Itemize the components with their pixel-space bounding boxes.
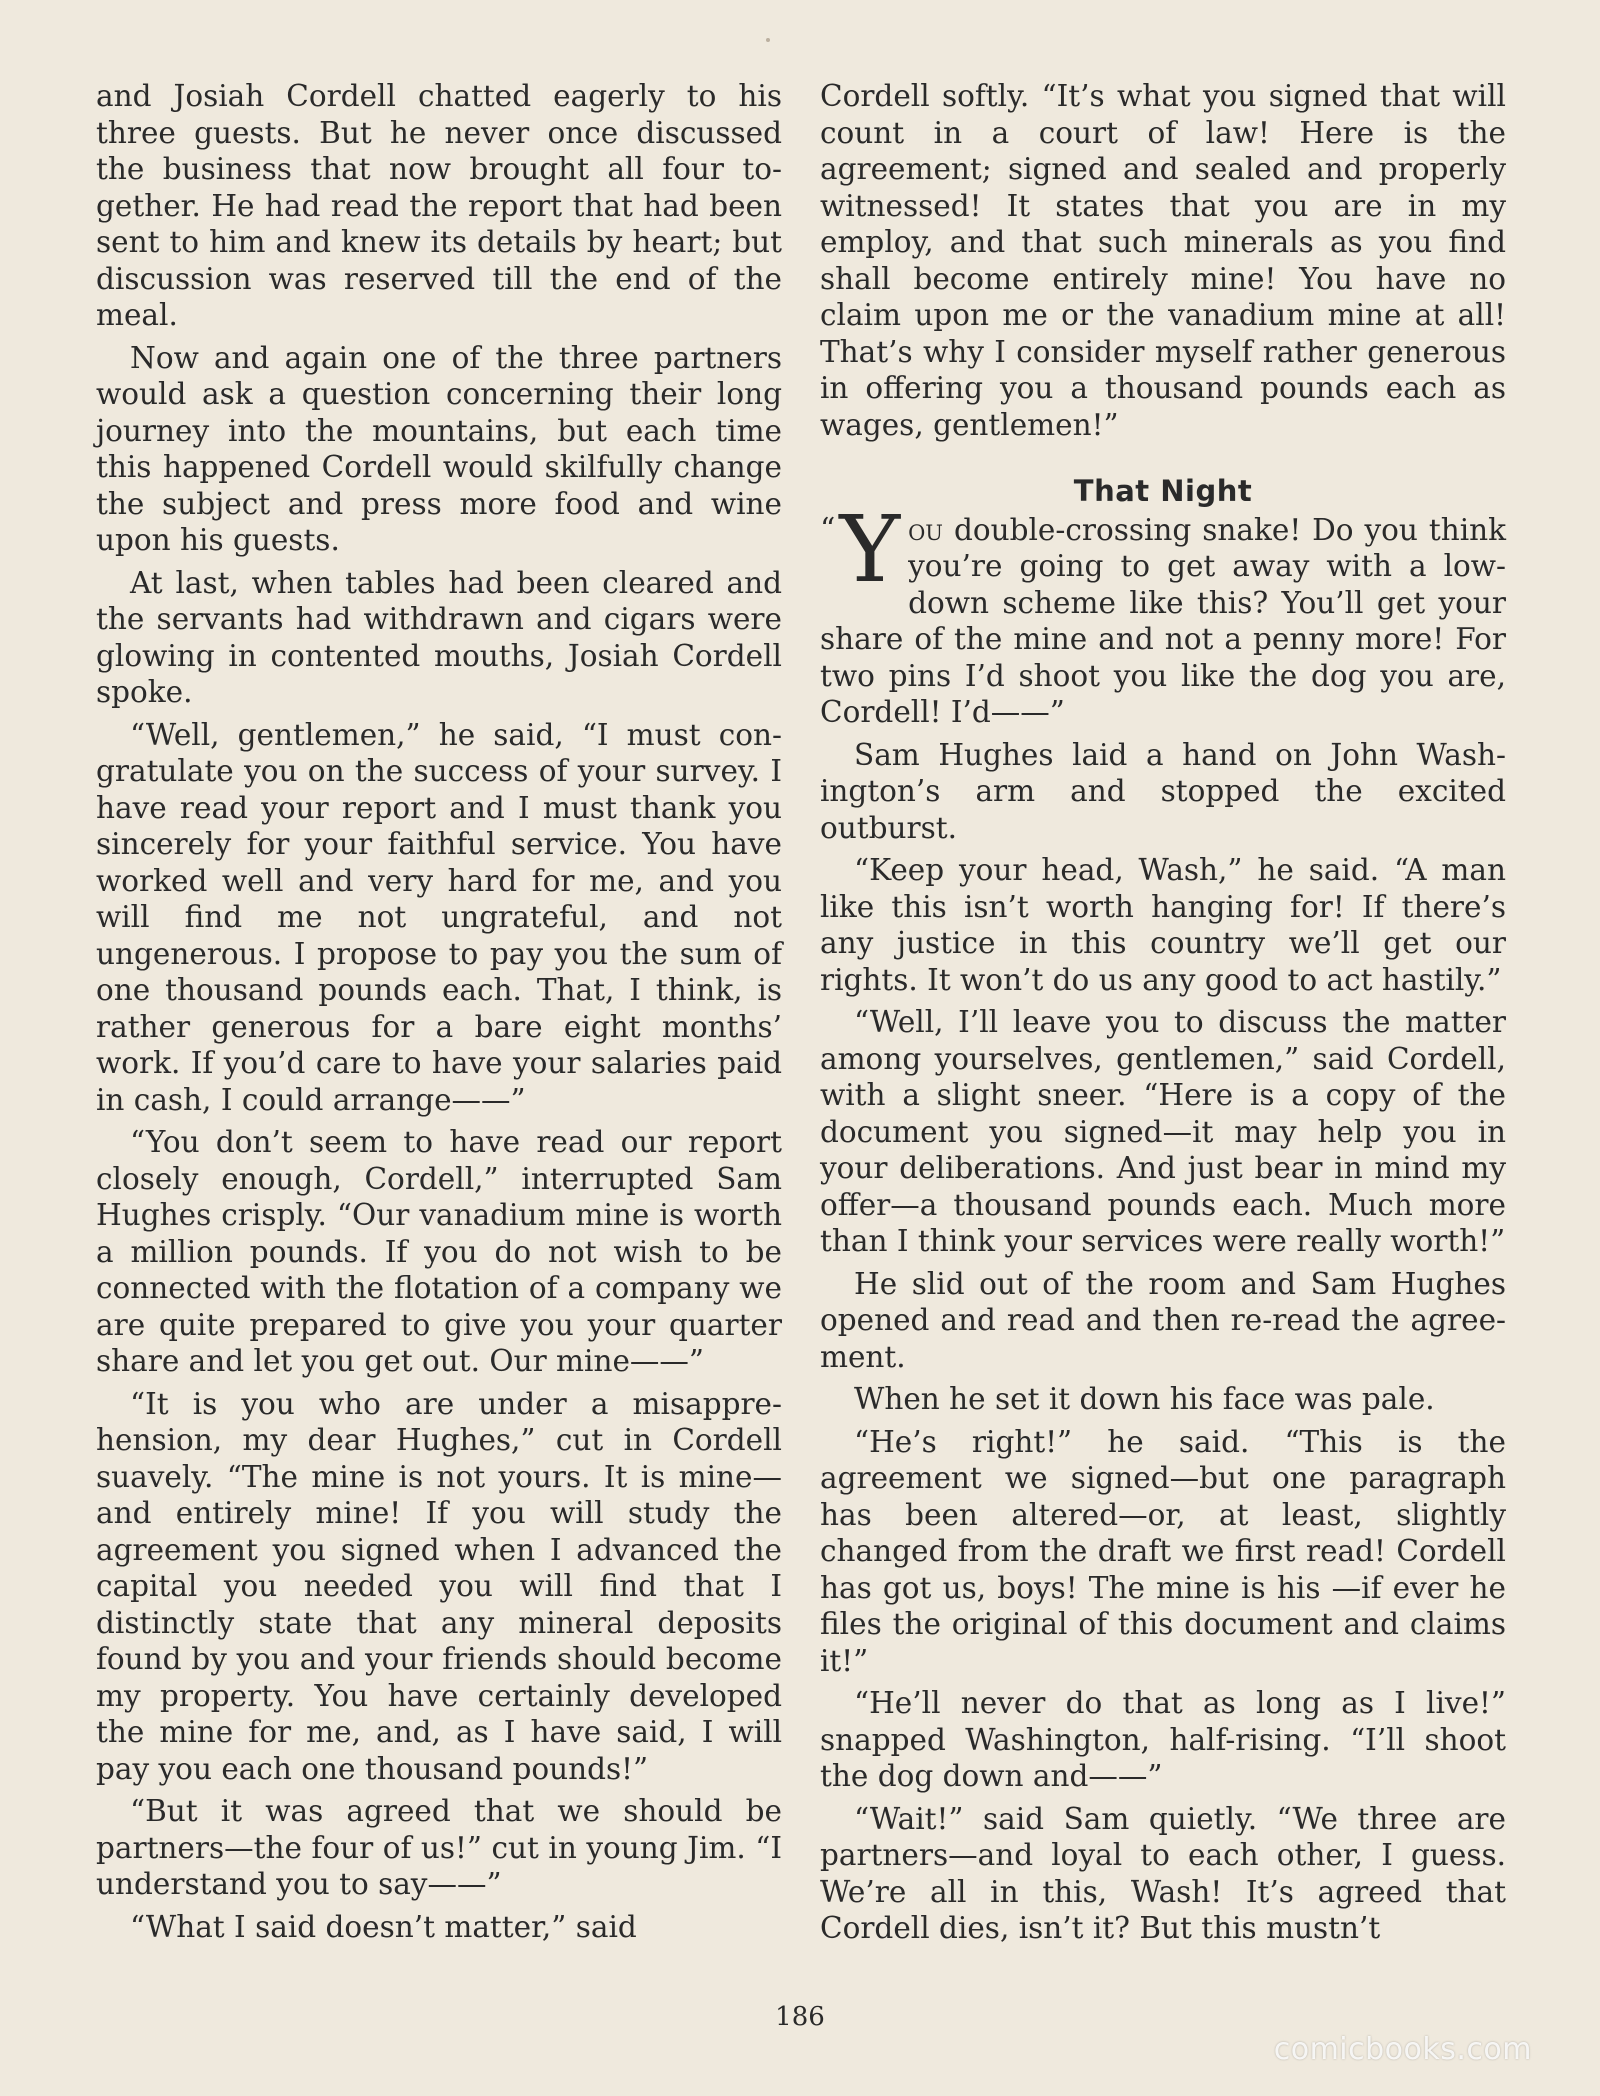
paragraph: “Well, gentlemen,” he said, “I must congratulate you on the success of your survey. I have read your report and I must thank you sincerely for your faithful service. You have worked well and very hard for me, and you will find me not ungrateful, and not ungenerous. I propose to pay you the sum of one thousand pounds each. That, I think, is rather generous for a bare eight months’ work. If you’d care to have your salaries paid in cash, I could arrange——”: [96, 717, 782, 1117]
paragraph: He slid out of the room and Sam Hughes opened and read and then re-read the agreement.: [820, 1266, 1506, 1374]
section-subheading: That Night: [1073, 474, 1253, 508]
paragraph: “But it was agreed that we should be partners—the four of us!” cut in young Jim. “I understand you to say——”: [96, 1794, 782, 1901]
left-text-column: [96, 78, 782, 1951]
watermark: comicbooks.com: [1273, 2032, 1532, 2067]
paragraph: “What I said doesn’t matter,” said: [130, 1909, 637, 1944]
right-text-column: [820, 78, 1506, 1953]
dropcap-smallcaps: ou: [908, 512, 943, 547]
paper-speck: [766, 38, 770, 42]
paragraph: “He’s right!” he said. “This is the agreement we signed—but one paragraph has been altered—or, at least, slightly changed from the draft we first read! Cordell has got us, boys! The mine is his —if ever he files the original of this document and claims it!”: [820, 1424, 1506, 1678]
paragraph: “It is you who are under a misapprehension, my dear Hughes,” cut in Cordell suavely. “The mine is not yours. It is mine—and entirely mine! If you will study the agreement you signed when I advanced the capital you needed you will find that I distinctly state that any mineral deposits found by you and your friends should become my property. You have certainly developed the mine for me, and, as I have said, I will pay you each one thousand pounds!”: [96, 1386, 782, 1786]
dropcap-paragraph: [820, 495, 1506, 731]
paragraph: Cordell softly. “It’s what you signed that will count in a court of law! Here is the agreement; signed and sealed and properly witnessed! It states that you are in my employ, and that such minerals as you find shall become entirely mine! You have no claim upon me or the vanadium mine at all! That’s why I consider myself rather generous in offering you a thousand pounds each as wages, gentlemen!”: [820, 79, 1506, 442]
paragraph: Now and again one of the three partners would ask a question concerning their long journey into the mountains, but each time this happened Cordell would skilfully change the subject and press more food and wine upon his guests.: [96, 340, 782, 557]
paragraph: When he set it down his face was pale.: [854, 1382, 1435, 1416]
paragraph: “Well, I’ll leave you to discuss the matter among yourselves, gentlemen,” said Cordell, with a slight sneer. “Here is a copy of the document you signed—it may help you in your deliberations. And just bear in mind my offer—a thousand pounds each. Much more than I think your services were really worth!”: [820, 1005, 1506, 1258]
paragraph: “He’ll never do that as long as I live!” snapped Washington, half-rising. “I’ll shoot the dog down and——”: [820, 1686, 1506, 1793]
paragraph: Sam Hughes laid a hand on John Washington’s arm and stopped the excited outburst.: [820, 737, 1506, 845]
dropcap-open-quote: “: [820, 511, 836, 547]
dropcap-paragraph-text: double-crossing snake! Do you think you’re going to get away with a low-down scheme like this? You’ll get your share of the mine and not a penny more! For two pins I’d shoot you like the dog you are, Cordell! I’d——”: [820, 512, 1506, 729]
paragraph: and Josiah Cordell chatted eagerly to his three guests. But he never once discussed the business that now brought all four together. He had read the report that had been sent to him and knew its details by heart; but discussion was reserved till the end of the meal.: [96, 79, 782, 332]
paragraph: “Keep your head, Wash,” he said. “A man like this isn’t worth hanging for! If there’s any justice in this country we’ll get our rights. It won’t do us any good to act hastily.”: [820, 853, 1506, 997]
paragraph: At last, when tables had been cleared and the servants had withdrawn and cigars were glowing in contented mouths, Josiah Cordell spoke.: [96, 565, 782, 709]
paragraph: “Wait!” said Sam quietly. “We three are partners—and loyal to each other, I guess. We’re all in this, Wash! It’s agreed that Cordell dies, isn’t it? But this mustn’t: [820, 1801, 1506, 1945]
paragraph: “You don’t seem to have read our report closely enough, Cordell,” interrupted Sam Hughes crisply. “Our vanadium mine is worth a million pounds. If you do not wish to be connected with the flotation of a company we are quite prepared to give you your quarter share and let you get out. Our mine——”: [96, 1125, 782, 1378]
page-number: 186: [775, 2002, 825, 2032]
dropcap-letter: Y: [839, 495, 901, 603]
